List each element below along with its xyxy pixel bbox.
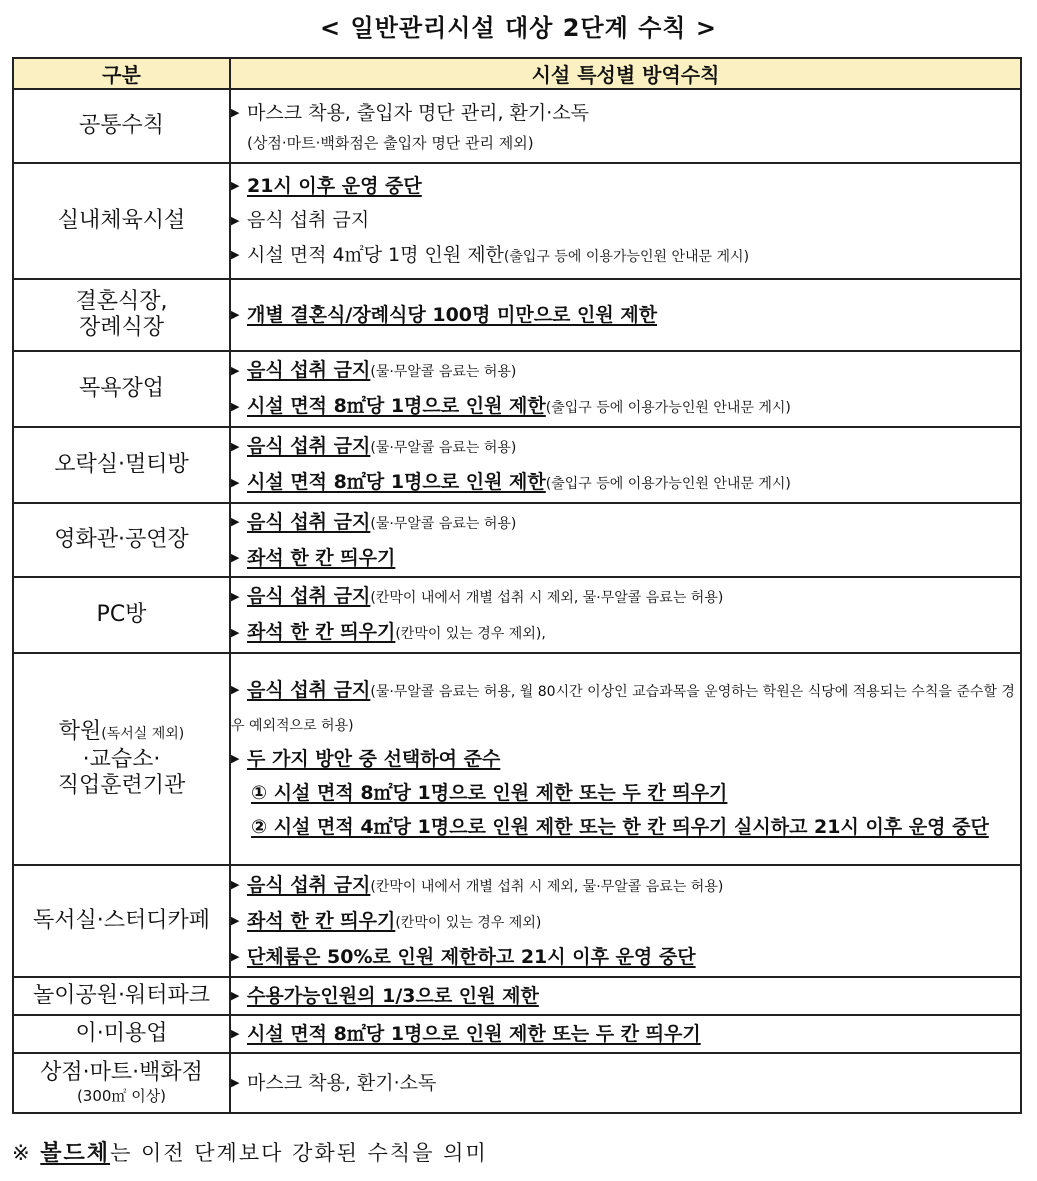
bullet-icon: ▶ — [231, 752, 240, 766]
rule-note: (물·무알콜 음료는 허용) — [370, 440, 517, 456]
rule-text-bold: 음식 섭취 금지 — [247, 585, 371, 607]
category-cell — [13, 279, 230, 351]
rule-note: (물·무알콜 음료는 허용) — [370, 515, 517, 532]
rule-text-bold: 시설 면적 8㎡당 1명으로 인원 제한 — [247, 471, 546, 493]
rule-item — [231, 742, 1020, 777]
rules-table — [12, 57, 1022, 1114]
bullet-icon: ▶ — [231, 515, 240, 529]
bullet-icon: ▶ — [231, 213, 240, 227]
rule-text-bold: 시설 면적 8㎡당 1명으로 인원 제한 또는 두 칸 띄우기 — [247, 1022, 701, 1045]
rule-text-bold: 수용가능인원의 1/3으로 인원 제한 — [247, 984, 539, 1007]
rule-text-bold: 좌석 한 칸 띄우기 — [247, 621, 396, 643]
category-cell — [13, 351, 230, 427]
bullet-icon: ▶ — [231, 878, 240, 892]
rule-option — [231, 810, 1020, 844]
rule-note: (물·무알콜 음료는 허용, 월 80시간 이상인 교습과목을 운영하는 학원은 식당에 적용되는 수칙을 준수할 경우 예외적으로 허용) — [231, 683, 1015, 734]
rule-text-bold: 단체룸은 50%로 인원 제한하고 21시 이후 운영 중단 — [247, 945, 696, 968]
rule-item — [231, 203, 1020, 238]
rule-item — [231, 579, 1020, 615]
table-row — [13, 1053, 1021, 1113]
rule-note: (칸막이 있는 경우 제외), — [395, 626, 546, 642]
category-label: 공통수칙 — [78, 113, 164, 138]
category-label: PC방 — [96, 602, 147, 627]
rule-text: 마스크 착용, 출입자 명단 관리, 환기·소독 — [247, 101, 589, 124]
footnote-bold-word: 볼드체 — [40, 1141, 111, 1166]
category-label: 결혼식장, — [75, 289, 168, 314]
rule-text-bold: 21시 이후 운영 중단 — [247, 174, 422, 197]
rule-text-bold: 음식 섭취 금지 — [247, 678, 371, 701]
table-row — [13, 427, 1021, 503]
bullet-icon: ▶ — [231, 551, 240, 565]
table-row — [13, 351, 1021, 427]
header-category: 구분 — [13, 58, 230, 89]
rule-text: 음식 섭취 금지 — [247, 209, 370, 231]
category-cell — [13, 977, 230, 1015]
bullet-icon: ▶ — [231, 1027, 240, 1041]
rule-note: (칸막이 내에서 개별 섭취 시 제외, 물·무알콜 음료는 허용) — [370, 878, 724, 895]
table-row — [13, 577, 1021, 653]
category-cell — [13, 865, 230, 977]
rule-text-bold: 좌석 한 칸 띄우기 — [247, 546, 396, 569]
rule-item — [231, 868, 1020, 904]
category-cell — [13, 1053, 230, 1113]
rule-text-bold: 두 가지 방안 중 선택하여 준수 — [247, 747, 501, 770]
category-label-note: (300㎡ 이상) — [76, 1087, 167, 1105]
rules-cell — [230, 163, 1021, 279]
table-row — [13, 653, 1021, 865]
category-label: 영화관·공연장 — [54, 527, 189, 552]
footnote-text: 는 이전 단계보다 강화된 수칙을 의미 — [110, 1141, 488, 1165]
rule-subnote: (상점·마트·백화점은 출입자 명단 관리 제외) — [247, 134, 534, 153]
bullet-icon: ▶ — [231, 179, 240, 192]
rule-text-bold: 음식 섭취 금지 — [247, 510, 371, 533]
reference-mark: ※ — [12, 1141, 32, 1165]
bullet-icon: ▶ — [231, 439, 240, 453]
rule-item — [231, 429, 1020, 465]
rule-item — [231, 353, 1020, 389]
rule-text-bold: 시설 면적 8㎡당 1명으로 인원 제한 — [247, 395, 546, 417]
rules-cell — [230, 351, 1021, 427]
rule-note: (출입구 등에 이용가능인원 안내문 게시) — [545, 476, 791, 492]
rules-cell — [230, 427, 1021, 503]
table-row — [13, 865, 1021, 977]
bullet-icon: ▶ — [231, 914, 240, 928]
table-row — [13, 503, 1021, 577]
bullet-icon: ▶ — [231, 363, 240, 377]
table-row — [13, 89, 1021, 163]
rule-item — [231, 465, 1020, 501]
category-cell — [13, 427, 230, 503]
bullet-icon: ▶ — [231, 625, 240, 639]
category-cell — [13, 653, 230, 865]
rule-option — [231, 776, 1020, 810]
footnote — [12, 1136, 488, 1167]
rule-item — [231, 1066, 1020, 1101]
rule-item — [231, 505, 1020, 541]
category-cell — [13, 577, 230, 653]
rule-text-bold: 개별 결혼식/장례식당 100명 미만으로 인원 제한 — [247, 303, 658, 326]
rule-text-bold: 음식 섭취 금지 — [247, 873, 371, 896]
header-rules: 시설 특성별 방역수칙 — [230, 58, 1021, 89]
rule-item — [231, 615, 1020, 651]
rule-item — [231, 96, 1020, 131]
category-cell — [13, 503, 230, 577]
rules-cell — [230, 1015, 1021, 1053]
category-label: 오락실·멀티방 — [54, 452, 189, 477]
document-title: < 일반관리시설 대상 2단계 수칙 > — [320, 14, 717, 42]
rule-note: (출입구 등에 이용가능인원 안내문 게시) — [545, 400, 791, 416]
bullet-icon: ▶ — [231, 475, 240, 489]
rules-cell — [230, 865, 1021, 977]
rules-cell — [230, 89, 1021, 163]
bullet-icon: ▶ — [231, 248, 240, 261]
category-label-note: (독서실 제외) — [101, 726, 185, 742]
table-row — [13, 1015, 1021, 1053]
category-label: ·교습소· — [82, 747, 161, 772]
rule-item — [231, 389, 1020, 425]
rule-item — [231, 298, 1020, 333]
rule-note: (출입구 등에 이용가능인원 안내문 게시) — [503, 248, 750, 265]
rules-cell — [230, 1053, 1021, 1113]
rule-note: (칸막이 있는 경우 제외) — [395, 914, 542, 931]
category-label: 놀이공원·워터파크 — [32, 983, 210, 1008]
option-text: ② 시설 면적 4㎡당 1명으로 인원 제한 또는 한 칸 띄우기 실시하고 21시 이후 운영 중단 — [251, 816, 989, 839]
bullet-icon: ▶ — [231, 589, 240, 603]
option-text: ① 시설 면적 8㎡당 1명으로 인원 제한 또는 두 칸 띄우기 — [251, 782, 728, 805]
category-cell — [13, 1015, 230, 1053]
category-label-main: 학원 — [58, 719, 102, 744]
bullet-icon: ▶ — [231, 399, 240, 413]
rule-text-bold: 좌석 한 칸 띄우기 — [247, 909, 396, 932]
category-label: 독서실·스터디카페 — [32, 908, 210, 933]
category-cell — [13, 163, 230, 279]
table-row — [13, 977, 1021, 1015]
rule-item — [231, 982, 1020, 1011]
category-label: 상점·마트·백화점 — [40, 1060, 203, 1085]
rules-cell — [230, 577, 1021, 653]
category-label: 장례식장 — [78, 315, 164, 340]
category-label: 직업훈련기관 — [57, 773, 186, 798]
category-label: 목욕장업 — [78, 376, 164, 401]
bullet-icon: ▶ — [231, 950, 240, 964]
rule-text-bold: 음식 섭취 금지 — [247, 435, 371, 457]
table-row — [13, 163, 1021, 279]
rule-text: 마스크 착용, 환기·소독 — [247, 1071, 437, 1094]
rules-cell — [230, 279, 1021, 351]
rule-note: (물·무알콜 음료는 허용) — [370, 364, 517, 380]
rule-item — [231, 541, 1020, 576]
rule-text-bold: 음식 섭취 금지 — [247, 359, 371, 381]
bullet-icon: ▶ — [231, 308, 240, 322]
rules-cell — [230, 653, 1021, 865]
category-cell — [13, 89, 230, 163]
rule-note: (칸막이 내에서 개별 섭취 시 제외, 물·무알콜 음료는 허용) — [370, 590, 724, 606]
rules-cell — [230, 503, 1021, 577]
rule-item — [231, 904, 1020, 940]
table-row — [13, 279, 1021, 351]
table-header-row — [13, 58, 1021, 89]
rule-item — [231, 238, 1020, 274]
rule-item — [231, 1020, 1020, 1049]
bullet-icon: ▶ — [231, 106, 240, 120]
rule-item — [231, 169, 1020, 204]
category-label — [14, 719, 229, 747]
category-label: 실내체육시설 — [57, 208, 186, 233]
rule-item — [231, 674, 1020, 742]
category-label: 이·미용업 — [75, 1021, 168, 1046]
rules-cell — [230, 977, 1021, 1015]
rule-item — [231, 940, 1020, 975]
bullet-icon: ▶ — [231, 683, 240, 697]
bullet-icon: ▶ — [231, 1076, 240, 1090]
bullet-icon: ▶ — [231, 989, 240, 1003]
rule-text: 시설 면적 4㎡당 1명 인원 제한 — [247, 243, 504, 266]
